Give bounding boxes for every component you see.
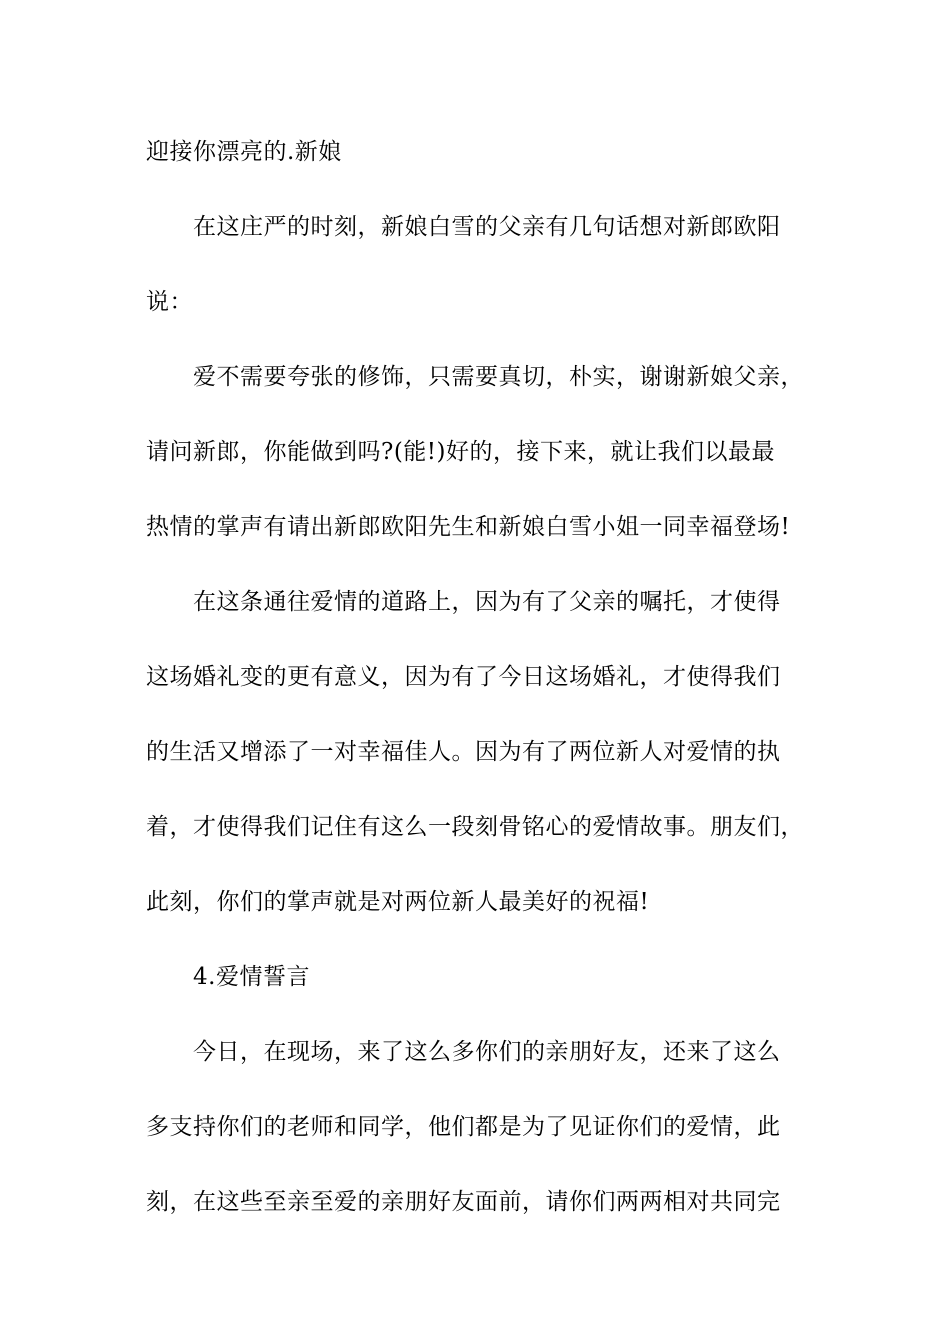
text-line: 请问新郎，你能做到吗?(能!)好的，接下来，就让我们以最最 bbox=[146, 439, 776, 465]
section-heading: 4.爱情誓言 bbox=[193, 964, 310, 990]
text-line: 迎接你漂亮的.新娘 bbox=[146, 139, 342, 165]
text-line: 这场婚礼变的更有意义，因为有了今日这场婚礼，才使得我们 bbox=[146, 664, 781, 690]
text-line: 热情的掌声有请出新郎欧阳先生和新娘白雪小姐一同幸福登场! bbox=[146, 514, 791, 540]
paragraph-start: 爱不需要夸张的修饰，只需要真切，朴实，谢谢新娘父亲， bbox=[193, 364, 804, 390]
text-line: 此刻，你们的掌声就是对两位新人最美好的祝福! bbox=[146, 889, 650, 915]
text-line: 多支持你们的老师和同学，他们都是为了见证你们的爱情，此 bbox=[146, 1114, 781, 1140]
text-line: 着，才使得我们记住有这么一段刻骨铭心的爱情故事。朋友们， bbox=[146, 814, 804, 840]
text-line: 的生活又增添了一对幸福佳人。因为有了两位新人对爱情的执 bbox=[146, 739, 781, 765]
paragraph-start: 今日，在现场，来了这么多你们的亲朋好友，还来了这么 bbox=[193, 1039, 781, 1065]
text-line: 说： bbox=[146, 289, 193, 315]
paragraph-start: 在这庄严的时刻，新娘白雪的父亲有几句话想对新郎欧阳 bbox=[193, 214, 781, 240]
paragraph-start: 在这条通往爱情的道路上，因为有了父亲的嘱托，才使得 bbox=[193, 589, 781, 615]
text-line: 刻，在这些至亲至爱的亲朋好友面前，请你们两两相对共同完 bbox=[146, 1189, 781, 1215]
